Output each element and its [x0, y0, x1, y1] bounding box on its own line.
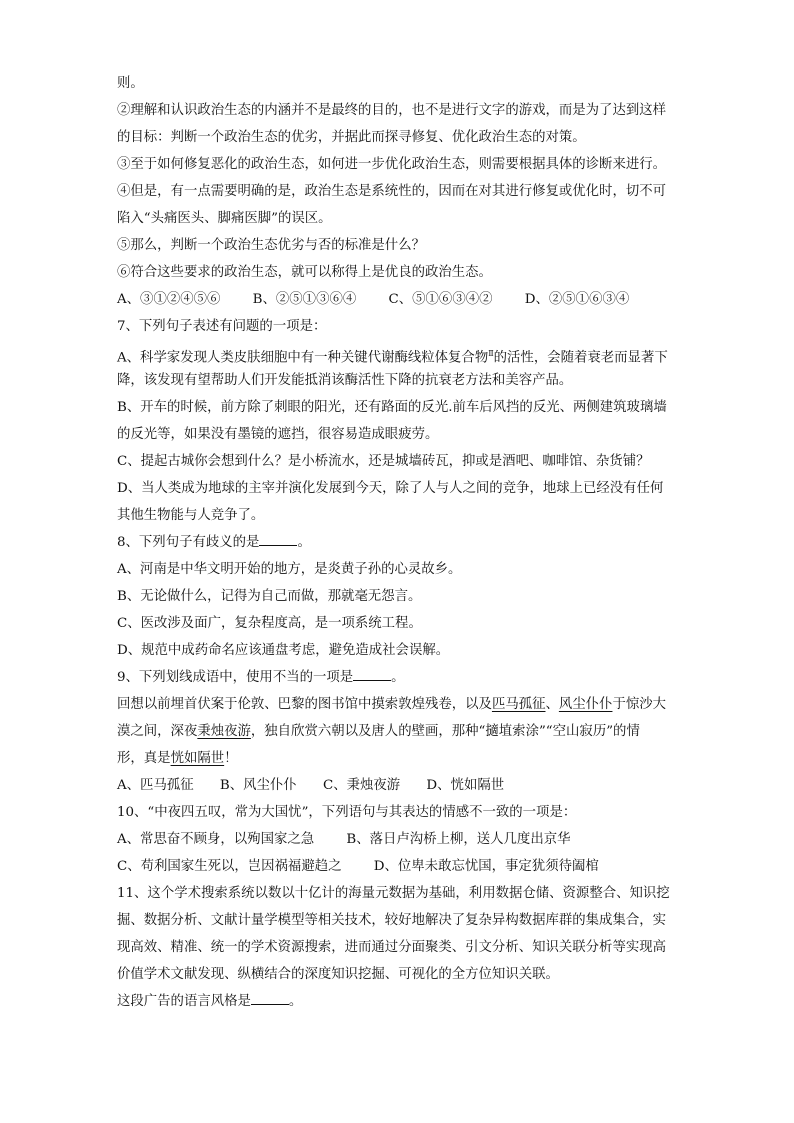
q9-stem-end: 。	[391, 670, 405, 685]
q10-options-row1	[117, 826, 697, 853]
q8-option-a: A、河南是中华文明开始的地方，是炎黄子孙的心灵故乡。	[117, 562, 462, 577]
q8-option-d: D、规范中成药命名应该通盘考虑，避免造成社会误解。	[117, 643, 450, 658]
q8-option-b: B、无论做什么，记得为自己而做，那就毫无怨言。	[117, 589, 422, 604]
q9-options	[117, 772, 697, 799]
q6-sentence-4a: ④但是，有一点需要明确的是，政治生态是系统性的，因而在对其进行修复或优化时，切不可	[117, 184, 667, 199]
q6-line-ze: 则。	[117, 76, 144, 91]
q11-line1: 11、这个学术搜索系统以数以十亿计的海量元数据为基础，利用数据仓储、资源整合、知识挖	[117, 886, 670, 901]
q11-stem-end: 。	[288, 994, 303, 1009]
q11-stem	[117, 988, 697, 1015]
answer-blank	[259, 531, 297, 546]
q10-option-c: C、苟利国家生死以，岂因祸福避趋之	[117, 859, 342, 874]
q9-text: 于惊沙大	[612, 697, 667, 712]
q9-text: ，独自欣赏六朝以及唐人的壁画，那种“擿埴索涂”“空山寂历”的情	[250, 724, 640, 739]
q9-stem	[117, 664, 697, 691]
q7-option-d-line1: D、当人类成为地球的主宰并演化发展到今天，除了人与人之间的竞争，地球上已经没有任何	[117, 481, 664, 496]
answer-blank	[251, 990, 289, 1005]
q9-text: ！	[224, 751, 238, 766]
q9-option-d: D、恍如隔世	[426, 778, 505, 793]
q9-text: 、	[545, 697, 559, 712]
q9-passage-line1	[117, 691, 697, 718]
q10-options-row2	[117, 853, 697, 880]
q10-stem: 10、“中夜四五叹，常为大国忧”，下列语句与其表达的情感不一致的一项是：	[117, 805, 577, 820]
q10-option-d: D、位卑未敢忘忧国，事定犹须待阖棺	[373, 859, 599, 874]
q6-sentence-2a: ②理解和认识政治生态的内涵并不是最终的目的，也不是进行文字的游戏，而是为了达到这样	[117, 103, 667, 118]
underlined-idiom: 秉烛夜游	[197, 724, 251, 739]
q9-text: 形，真是	[117, 751, 171, 766]
q7-option-a-pre: A、科学家发现人类皮肤细胞中有一种关键代谢酶线粒体复合物	[117, 350, 489, 366]
q7-option-a-post: 的活性，会随着衰老而显著下	[493, 350, 668, 366]
q6-options	[117, 286, 697, 313]
q9-option-a: A、匹马孤征	[117, 778, 194, 793]
q6-sentence-3: ③至于如何修复恶化的政治生态，如何进一步优化政治生态，则需要根据具体的诊断来进行。	[117, 157, 667, 172]
q7-option-d-line2: 其他生物能与人竞争了。	[117, 508, 265, 523]
document-page	[117, 70, 697, 1015]
answer-blank	[353, 666, 391, 681]
q7-option-a-line2: 降，该发现有望帮助人们开发能抵消该酶活性下降的抗衰老方法和美容产品。	[117, 373, 573, 388]
q9-text: 回想以前埋首伏案于伦敦、巴黎的图书馆中摸索敦煌残卷，以及	[117, 697, 492, 712]
q7-option-a-line1	[117, 340, 697, 367]
underlined-idiom: 风尘仆仆	[558, 697, 613, 712]
q9-stem-text: 9、下列划线成语中，使用不当的一项是	[117, 670, 354, 685]
q7-roman-mark: Ⅱ	[488, 349, 494, 358]
q6-option-b: B、②⑤①③⑥④	[252, 292, 357, 307]
q8-option-c: C、医改涉及面广，复杂程度高，是一项系统工程。	[117, 616, 422, 631]
q6-sentence-4b: 陷入“头痛医头、脚痛医脚”的误区。	[117, 211, 332, 226]
underlined-idiom: 匹马孤征	[491, 697, 546, 712]
q9-passage-line3	[117, 745, 697, 772]
q6-option-c: C、⑤①⑥③④②	[388, 292, 493, 307]
q9-text: 漠之间，深夜	[117, 724, 198, 739]
q6-sentence-5: ⑤那么，判断一个政治生态优劣与否的标准是什么？	[117, 238, 425, 253]
q9-option-c: C、秉烛夜游	[322, 778, 401, 793]
q8-stem-end: 。	[297, 535, 311, 550]
q11-line4: 价值学术文献发现、纵横结合的深度知识挖掘、可视化的全方位知识关联。	[117, 967, 559, 982]
q9-option-b: B、风尘仆仆	[219, 778, 297, 793]
q7-option-b-line2: 的反光等，如果没有墨镜的遮挡，很容易造成眼疲劳。	[117, 427, 439, 442]
q6-sentence-6: ⑥符合这些要求的政治生态，就可以称得上是优良的政治生态。	[117, 265, 492, 280]
q7-option-c: C、提起古城你会想到什么？是小桥流水，还是城墙砖瓦，抑或是酒吧、咖啡馆、杂货铺？	[117, 454, 650, 469]
q8-stem-text: 8、下列句子有歧义的是	[117, 535, 260, 550]
q6-option-d: D、②⑤①⑥③④	[524, 292, 630, 307]
q6-sentence-2b: 的目标：判断一个政治生态的优劣，并据此而探寻修复、优化政治生态的对策。	[117, 130, 586, 145]
q11-line2: 掘、数据分析、文献计量学模型等相关技术，较好地解决了复杂异构数据库群的集成集合，实	[117, 913, 667, 928]
q11-stem-text: 这段广告的语言风格是	[117, 994, 251, 1009]
q10-option-a: A、常思奋不顾身，以殉国家之急	[117, 832, 315, 847]
q9-passage-line2	[117, 718, 697, 745]
q8-stem	[117, 529, 697, 556]
q7-stem: 7、下列句子表述有问题的一项是：	[117, 319, 327, 334]
underlined-idiom: 恍如隔世	[170, 751, 225, 766]
q11-line3: 现高效、精准、统一的学术资源搜索，进而通过分面聚类、引文分析、知识关联分析等实现高	[117, 940, 667, 955]
q7-option-b-line1: B、开车的时候，前方除了刺眼的阳光，还有路面的反光.前车后风挡的反光、两侧建筑玻璃墙	[117, 400, 667, 415]
q6-option-a: A、③①②④⑤⑥	[117, 292, 221, 307]
q10-option-b: B、落日卢沟桥上柳，送人几度出京华	[346, 832, 571, 847]
